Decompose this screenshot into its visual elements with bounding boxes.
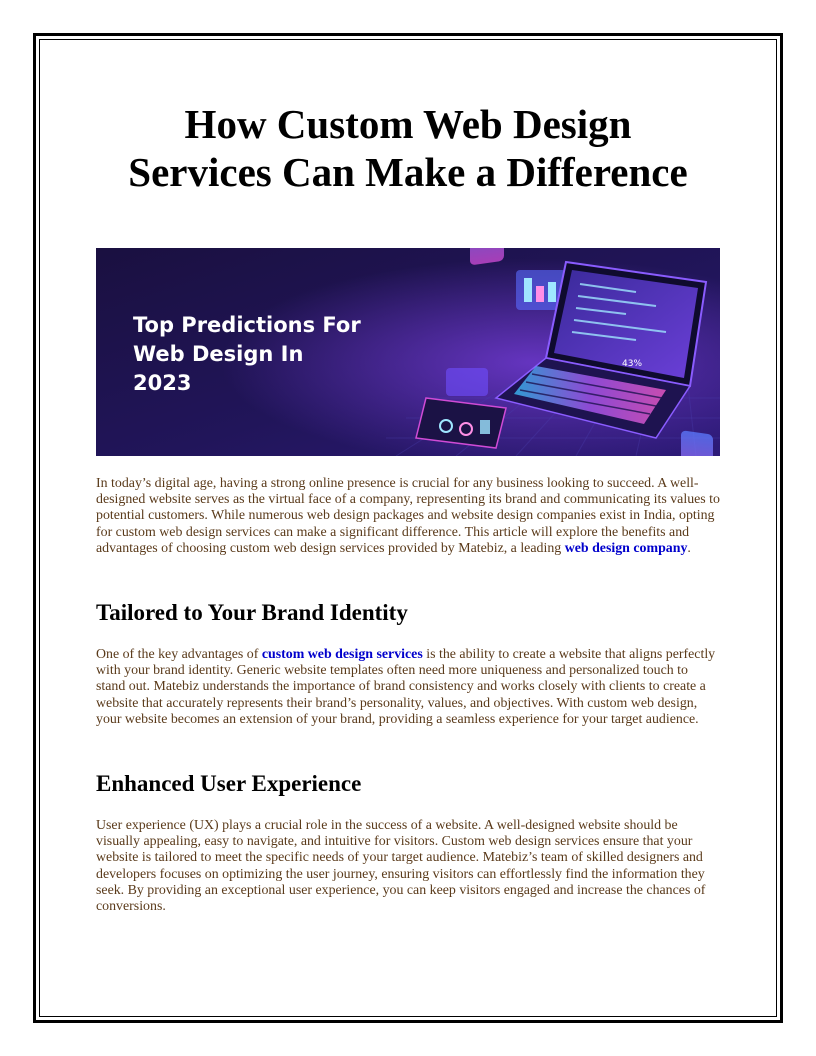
title-line-1: How Custom Web Design [184,101,632,147]
section-heading-user-experience: Enhanced User Experience [96,771,362,796]
custom-web-design-link[interactable]: custom web design services [261,647,423,662]
page-title [60,100,756,196]
intro-text-end: . [687,540,691,556]
web-design-company-link[interactable]: web design company [564,540,688,556]
banner-text-line-2: Web Design In [133,342,304,366]
banner-text-line-1: Top Predictions For [133,313,361,337]
screen-percent: 43% [622,359,643,369]
user-experience-paragraph: User experience (UX) plays a crucial role in the success of a website. A well-designed website should be visually appealing, easy to navigate, and intuitive for visitors. Custom web design services ensure that your website is tailored to meet the specific needs of your target audience. Matebiz’s team of skilled designers and developers focuses on optimizing the user journey, ensuring visitors can effortlessly find the information they seek. By providing an exceptional user experience, you can keep visitors engaged and increase the chances of conversions. [96,818,706,915]
banner-image [96,248,720,456]
brand-text-rest: is the ability to create a website that aligns perfectly with your brand identity. Generic website templates often need more uniqueness and personalized touch to stand out. Matebiz understands the importance of brand consistency and works closely with clients to create a website that accurately represents their brand’s personality, values, and objectives. With custom web design, your website becomes an extension of your brand, providing a seamless experience for your target audience. [96,647,716,727]
brand-text-start: One of the key advantages of [96,647,262,662]
banner-text-line-3: 2023 [133,371,192,395]
intro-text: In today’s digital age, having a strong online presence is crucial for any business looking to succeed. A well-designed website serves as the virtual face of a company, representing its brand and communicating its values to potential customers. While numerous web design packages and website design companies exist in India, opting for custom web design services can make a significant difference. This article will explore the benefits and advantages of choosing custom web design services provided by Matebiz, a leading [96,476,720,556]
title-line-2: Services Can Make a Difference [128,149,688,195]
brand-identity-paragraph [96,647,720,728]
intro-paragraph [96,476,720,557]
section-heading-brand-identity: Tailored to Your Brand Identity [96,600,408,625]
